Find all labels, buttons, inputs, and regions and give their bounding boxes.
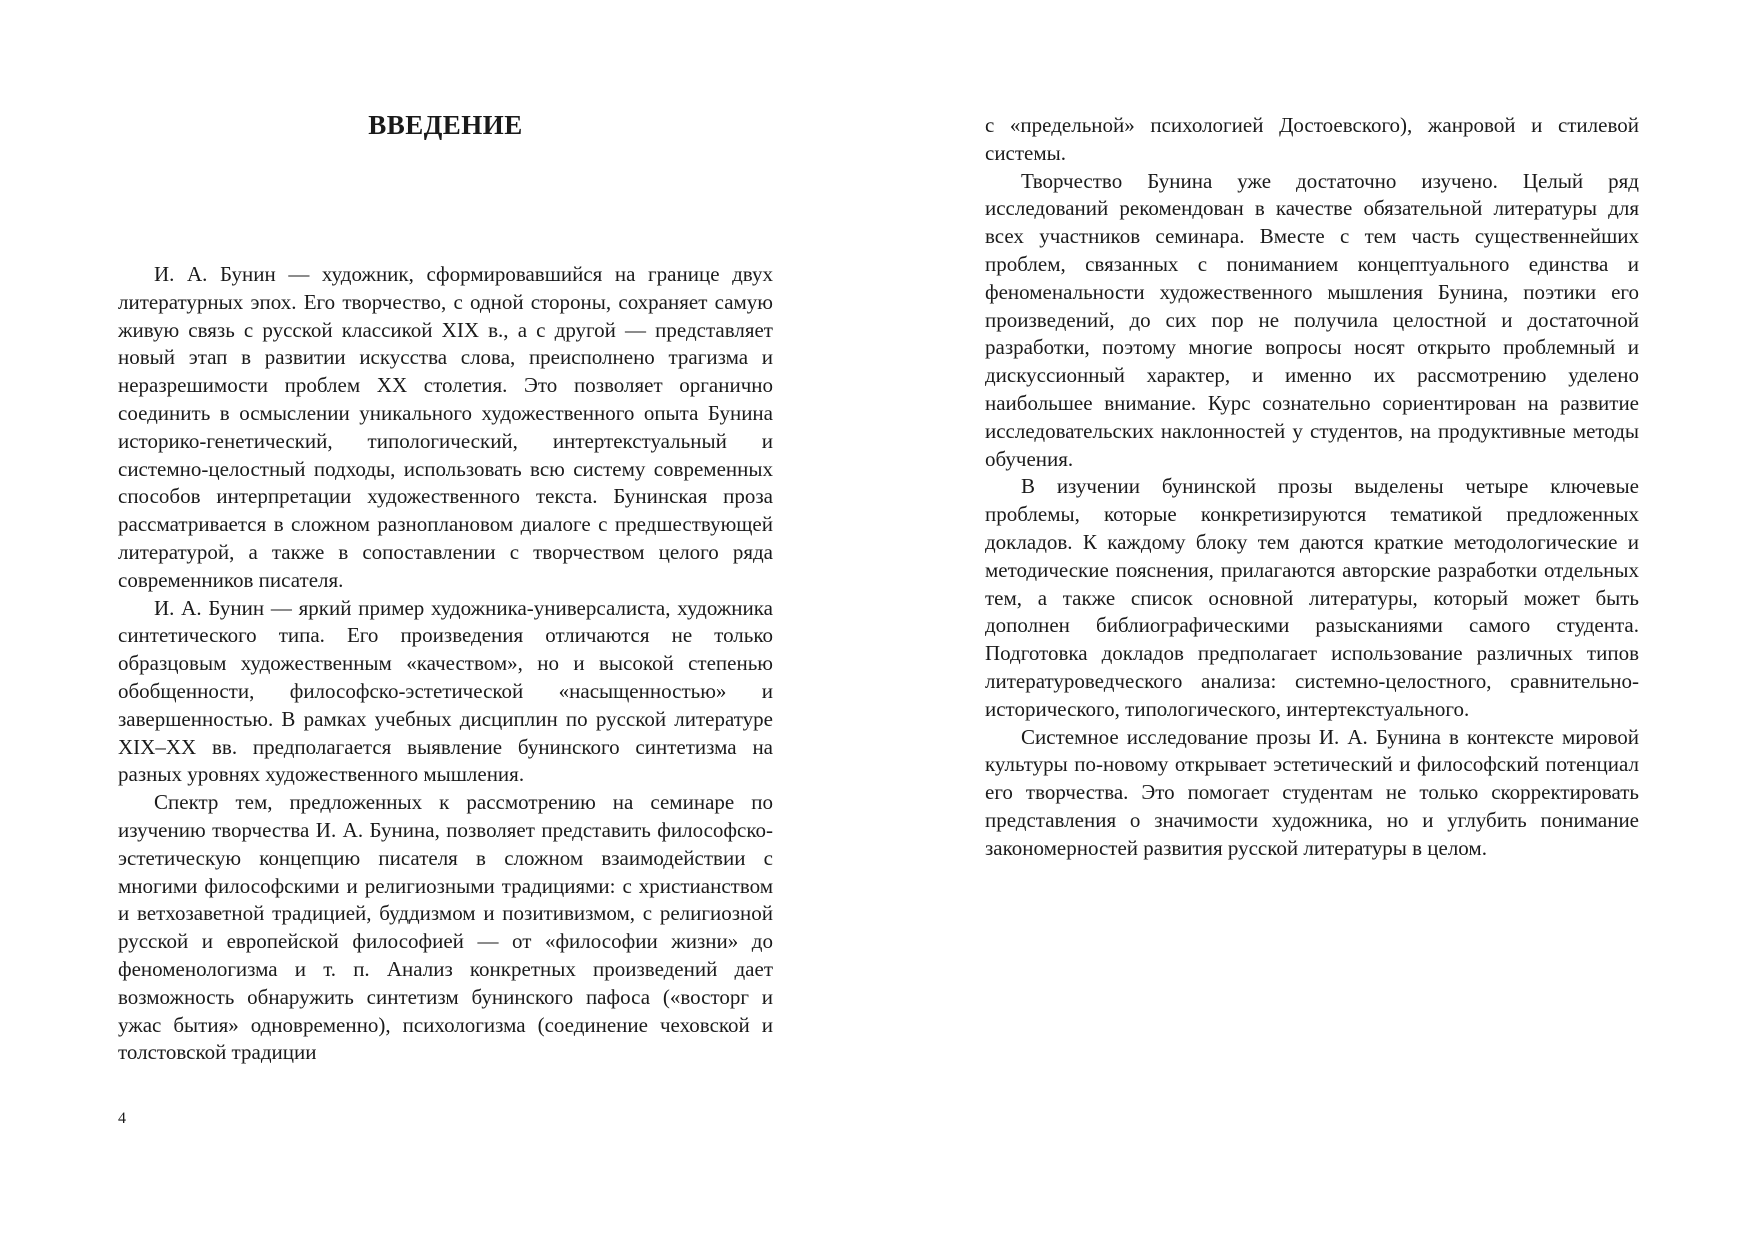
paragraph: Спектр тем, предложенных к рассмотрению на семинаре по изучению творчества И. А. Бунина, позволяет представить философско-эстетическую концепцию писателя в сложном взаимодействии с многими философскими и религиозными традициями: с христианством и ветхозаветной традицией, буддизмом и позитивизмом, с религиозной русской и европейской философией — от «философии жизни» до феноменологизма и т. п. Анализ конкретных произведений дает возможность обнаружить синтетизм бунинского пафоса («восторг и ужас бытия» одновременно), психологизма (соединение чеховской и толстовской традиции [118, 790, 773, 1065]
right-page [985, 0, 1639, 1241]
page-number: 4 [118, 1110, 126, 1127]
paragraph: В изучении бунинской прозы выделены четыре ключевые проблемы, которые конкретизируются тематикой предложенных докладов. К каждому блоку тем даются краткие методологические и методические пояснения, прилагаются авторские разработки отдельных тем, а также список основной литературы, который может быть дополнен библиографическими разысканиями самого студента. Подготовка докладов предполагает использование различных типов литературоведческого анализа: системно-целостного, сравнительно-исторического, типологического, интертекстуального. [985, 474, 1639, 721]
paragraph: И. А. Бунин — яркий пример художника-универсалиста, художника синтетического типа. Его произведения отличаются не только образцовым художественным «качеством», но и высокой степенью обобщенности, философско-эстетической «насыщенностью» и завершенностью. В рамках учебных дисциплин по русской литературе XIX–XX вв. предполагается выявление бунинского синтетизма на разных уровнях художественного мышления. [118, 595, 773, 787]
paragraph: Творчество Бунина уже достаточно изучено. Целый ряд исследований рекомендован в качестве обязательной литературы для всех участников семинара. Вместе с тем часть существеннейших проблем, связанных с пониманием концептуального единства и феноменальности художественного мышления Бунина, поэтики его произведений, до сих пор не получила целостной и достаточной разработки, поэтому многие вопросы носят открыто проблемный и дискуссионный характер, и именно их рассмотрению уделено наибольшее внимание. Курс сознательно сориентирован на развитие исследовательских наклонностей у студентов, на продуктивные методы обучения. [985, 168, 1639, 471]
paragraph-continuation: с «предельной» психологией Достоевского), жанровой и стилевой системы. [985, 113, 1639, 165]
left-page-body [118, 261, 773, 1067]
right-page-body [985, 112, 1639, 863]
chapter-heading: ВВЕДЕНИЕ [368, 110, 523, 140]
left-page [118, 0, 773, 1241]
paragraph: И. А. Бунин — художник, сформировавшийся на границе двух литературных эпох. Его творчество, с одной стороны, сохраняет самую живую связь с русской классикой XIX в., а с другой — представляет новый этап в развитии искусства слова, преисполнено трагизма и неразрешимости проблем XX столетия. Это позволяет органично соединить в осмыслении уникального художественного опыта Бунина историко-генетический, типологический, интертекстуальный и системно-целостный подходы, использовать всю систему современных способов интерпретации художественного текста. Бунинская проза рассматривается в сложном разноплановом диалоге с предшествующей литературой, а также в сопоставлении с творчеством целого ряда современников писателя. [118, 262, 773, 592]
paragraph: Системное исследование прозы И. А. Бунина в контексте мировой культуры по-новому открывает эстетический и философский потенциал его творчества. Это помогает студентам не только скорректировать представления о значимости художника, но и углубить понимание закономерностей развития русской литературы в целом. [985, 724, 1639, 860]
